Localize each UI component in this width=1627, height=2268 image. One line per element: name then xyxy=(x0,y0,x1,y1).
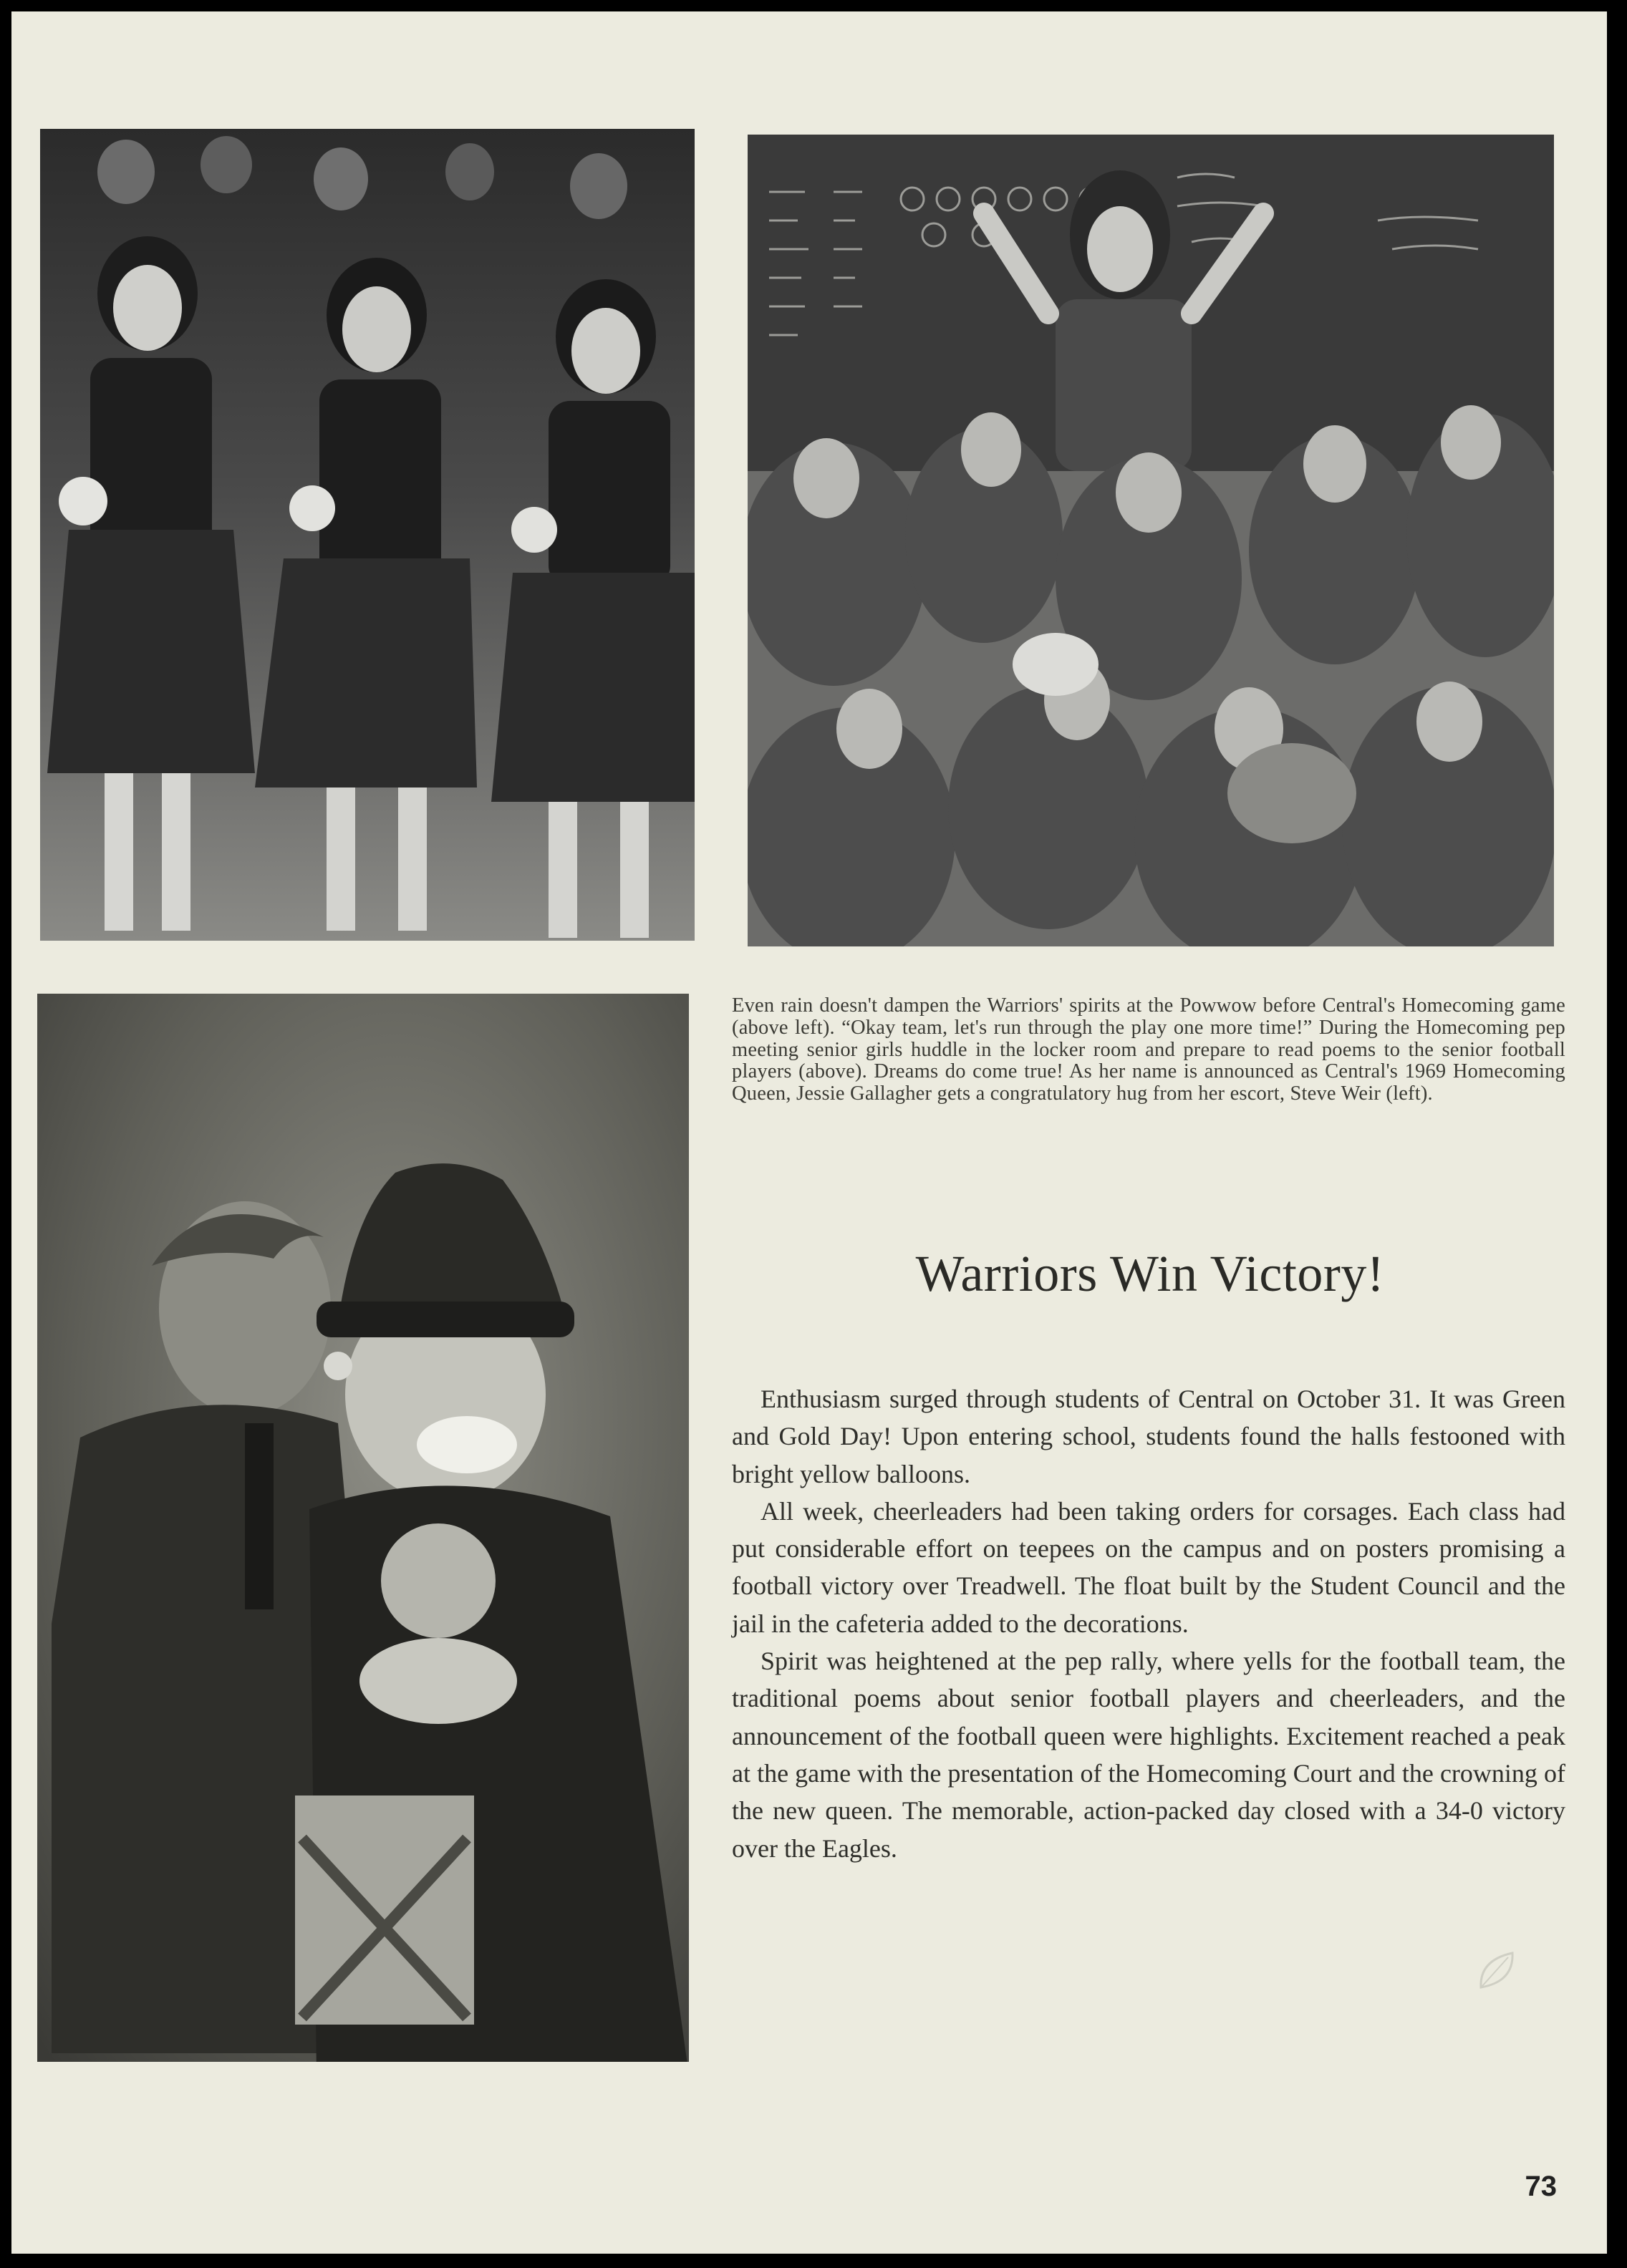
photo-huddle xyxy=(748,135,1554,946)
photo-caption: Even rain doesn't dampen the Warriors' spirits at the Powwow before Central's Homecoming game (above left). “Okay team, let's run through the play one more time!” During the Homecoming pep meeting senior girls huddle in the locker room and prepare to read poems to the senior football players (above). Dreams do come true! As her name is announced as Central's 1969 Homecoming Queen, Jessie Gallagher gets a congratulatory hug from her escort, Steve Weir (left). xyxy=(732,994,1565,1105)
article-paragraph: Enthusiasm surged through students of Central on October 31. It was Green and Gold Day! Upon entering school, students found the halls festooned with bright yellow balloons. xyxy=(732,1385,1565,1488)
photo-cheerleaders xyxy=(40,129,695,941)
page-number: 73 xyxy=(1525,2171,1557,2202)
article-body xyxy=(732,1380,1565,1867)
yearbook-page xyxy=(11,11,1607,2254)
leaf-icon xyxy=(1477,1949,1517,1992)
photo-queen xyxy=(37,994,689,2062)
article-paragraph: Spirit was heightened at the pep rally, where yells for the football team, the traditional poems about senior football players and cheerleaders, and the announcement of the football queen were highlights. Excitement reached a peak at the game with the presentation of the Homecoming Court and the crowning of the new queen. The memorable, action-packed day closed with a 34-0 victory over the Eagles. xyxy=(732,1647,1565,1863)
article-paragraph: All week, cheerleaders had been taking orders for corsages. Each class had put considerable effort on teepees on the campus and on posters promising a football victory over Treadwell. The float built by the Student Council and the jail in the cafeteria added to the decorations. xyxy=(732,1496,1565,1638)
article-headline: Warriors Win Victory! xyxy=(915,1245,1385,1302)
